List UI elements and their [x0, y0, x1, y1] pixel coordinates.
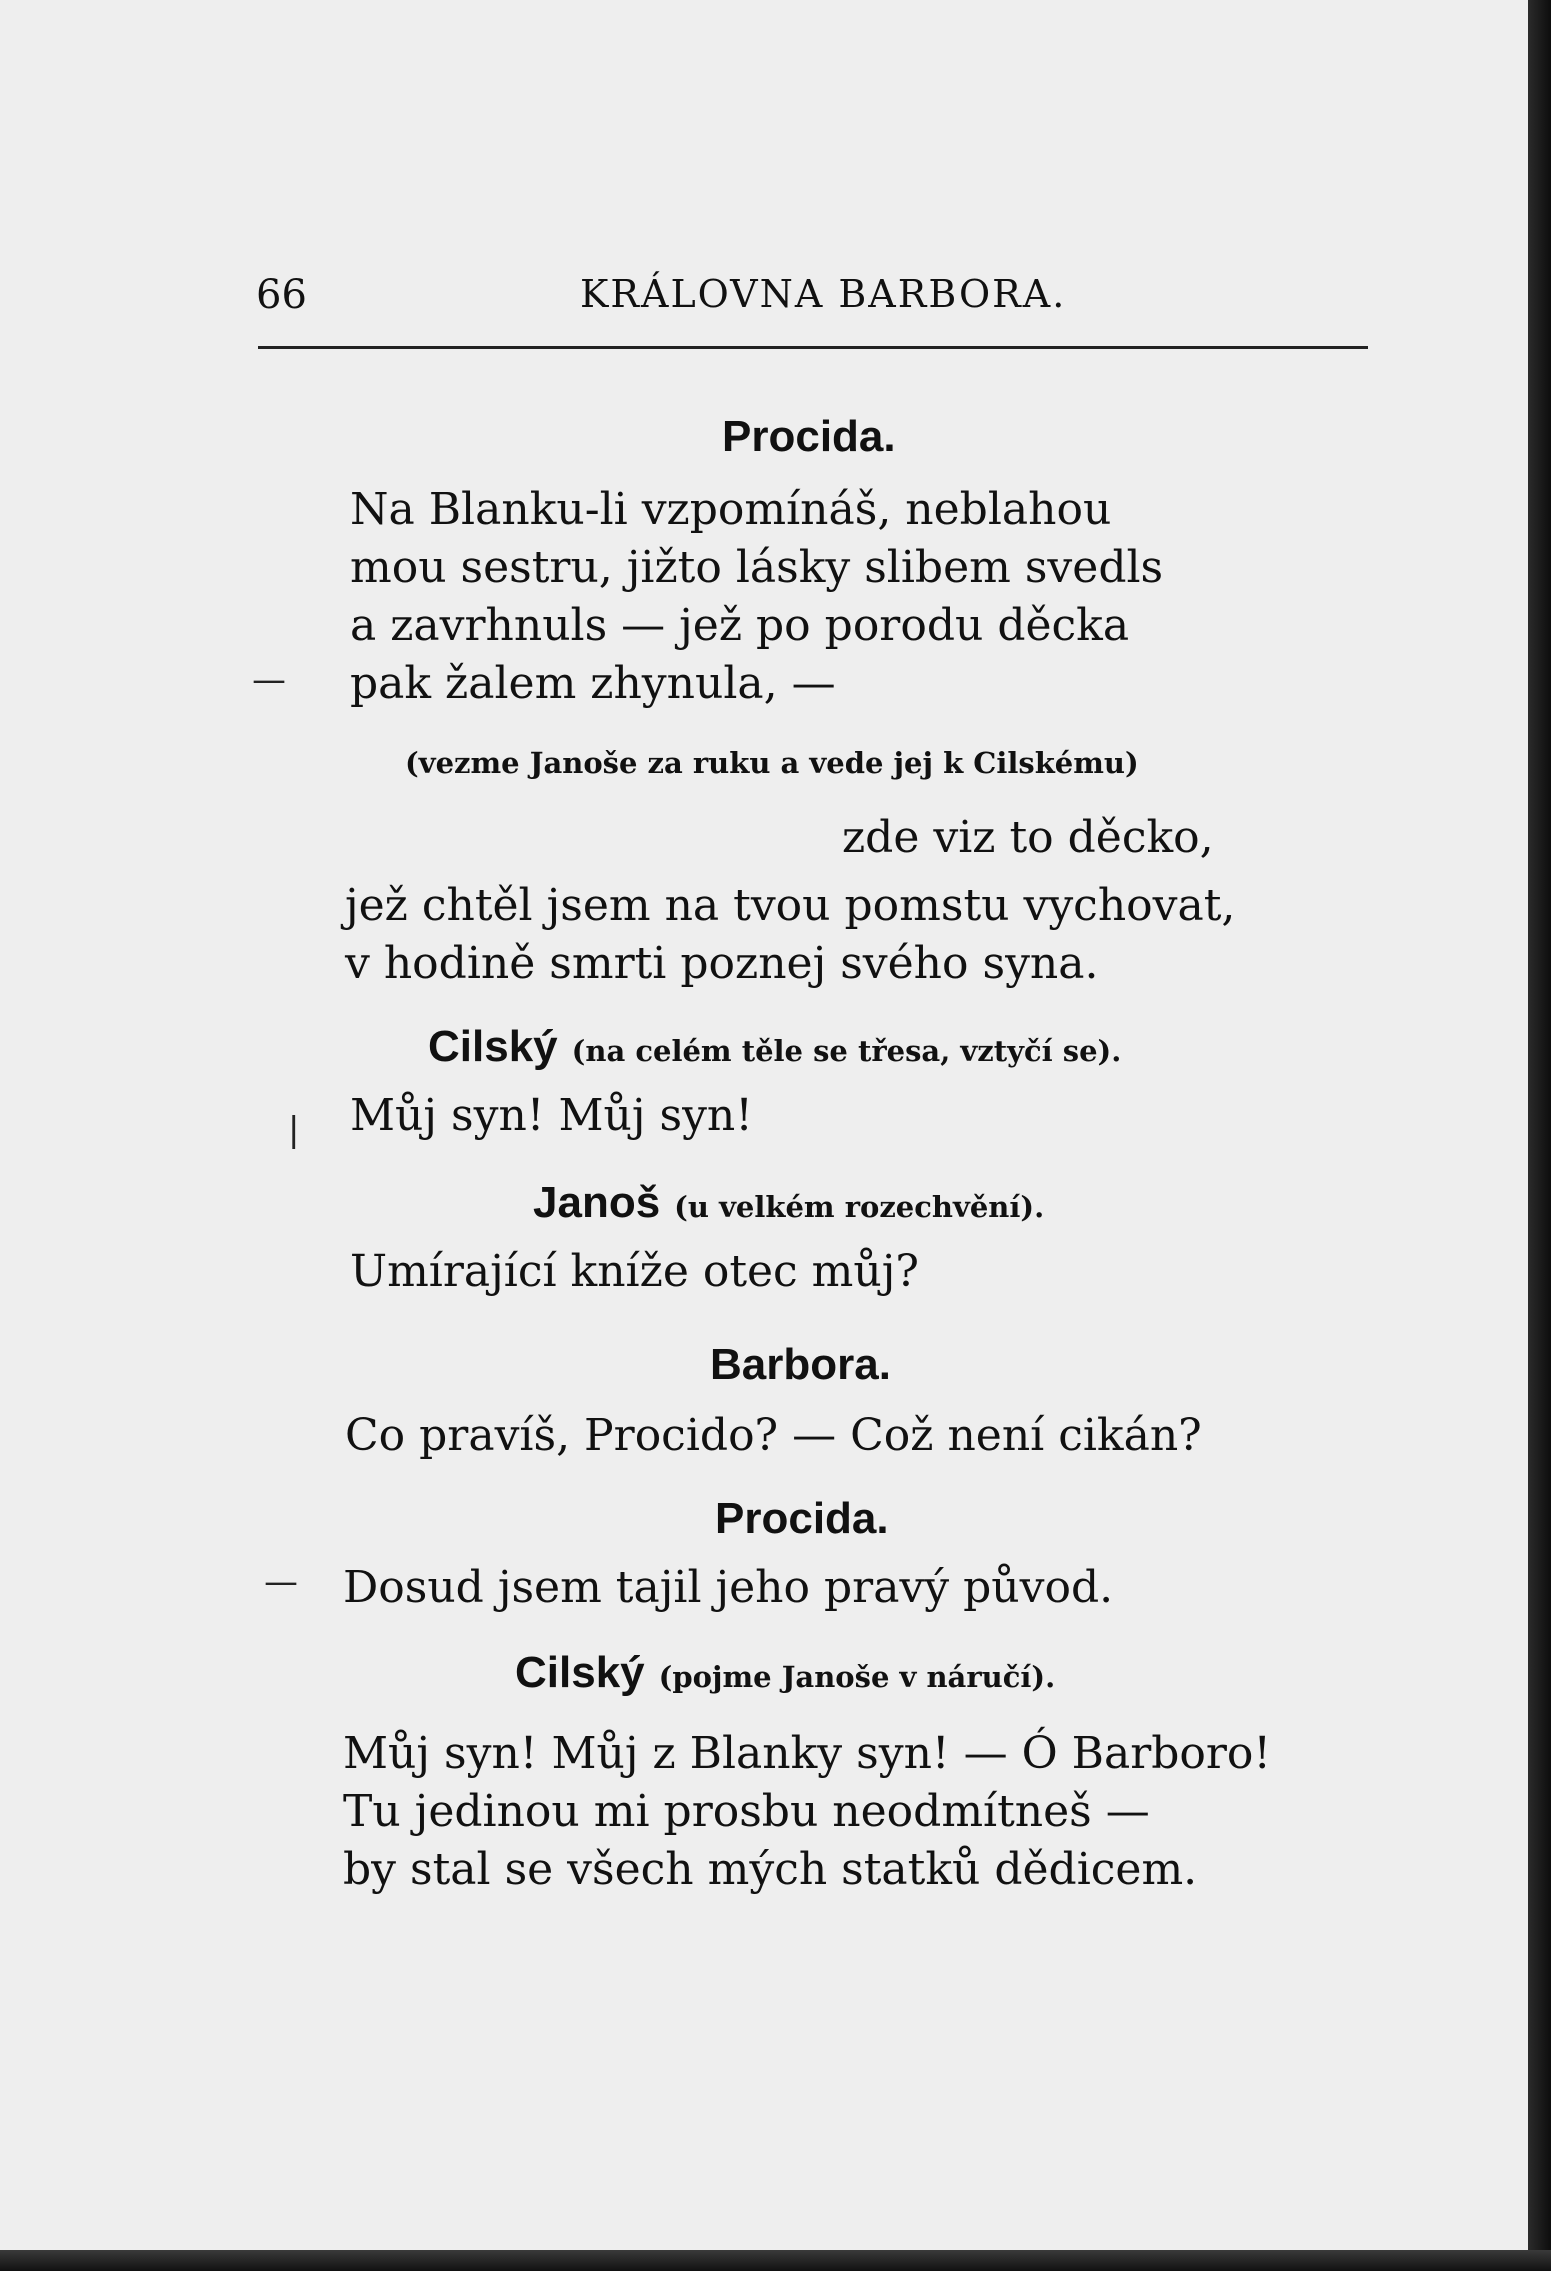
verse-line: Tu jedinou mi prosbu neodmítneš —: [343, 1786, 1150, 1837]
verse-line: by stal se všech mých statků dědicem.: [343, 1844, 1198, 1895]
verse-line: Můj syn! Můj syn!: [350, 1090, 753, 1141]
verse-line: Na Blanku-li vzpomínáš, neblahou: [350, 484, 1112, 535]
running-title: KRÁLOVNA BARBORA.: [580, 272, 1067, 316]
verse-line: mou sestru, jižto lásky slibem svedls: [350, 542, 1164, 593]
verse-line: jež chtěl jsem na tvou pomstu vychovat,: [345, 880, 1236, 931]
verse-line: Můj syn! Můj z Blanky syn! — Ó Barboro!: [343, 1728, 1272, 1779]
margin-dash-mark: —: [264, 1562, 298, 1602]
verse-line: v hodině smrti poznej svého syna.: [345, 938, 1099, 989]
book-spine-shadow: [1528, 0, 1551, 2271]
speaker-heading: [428, 1022, 1121, 1072]
speaker-name: Procida.: [715, 1494, 889, 1543]
verse-line: a zavrhnuls — jež po porodu děcka: [350, 600, 1130, 651]
header-rule: [258, 346, 1368, 349]
speaker-name: Janoš: [533, 1178, 661, 1227]
verse-line: Dosud jsem tajil jeho pravý původ.: [343, 1562, 1114, 1613]
speaker-name: Procida.: [722, 412, 896, 461]
stage-direction: (vezme Janoše za ruku a vede jej k Cilskému): [405, 746, 1139, 780]
verse-line: Umírající kníže otec můj?: [350, 1246, 919, 1297]
speaker-heading: [533, 1178, 1044, 1228]
stage-direction: (u velkém rozechvění).: [674, 1190, 1045, 1224]
bottom-edge-shadow: [0, 2250, 1551, 2271]
stage-direction: (pojme Janoše v náručí).: [658, 1660, 1056, 1694]
verse-line: zde viz to děcko,: [842, 812, 1214, 863]
stage-direction: (na celém těle se třesa, vztyčí se).: [571, 1034, 1122, 1068]
margin-dash-mark: —: [252, 660, 286, 700]
page-number: 66: [256, 272, 307, 318]
speaker-heading: [515, 1648, 1055, 1698]
speaker-name: Cilský: [428, 1022, 558, 1071]
verse-line: pak žalem zhynula, —: [350, 658, 836, 709]
margin-bar-mark: |: [288, 1110, 300, 1150]
page-header: [250, 262, 1370, 322]
speaker-name: Barbora.: [710, 1340, 891, 1389]
verse-line: Co pravíš, Procido? — Což není cikán?: [345, 1410, 1202, 1461]
speaker-name: Cilský: [515, 1648, 645, 1697]
